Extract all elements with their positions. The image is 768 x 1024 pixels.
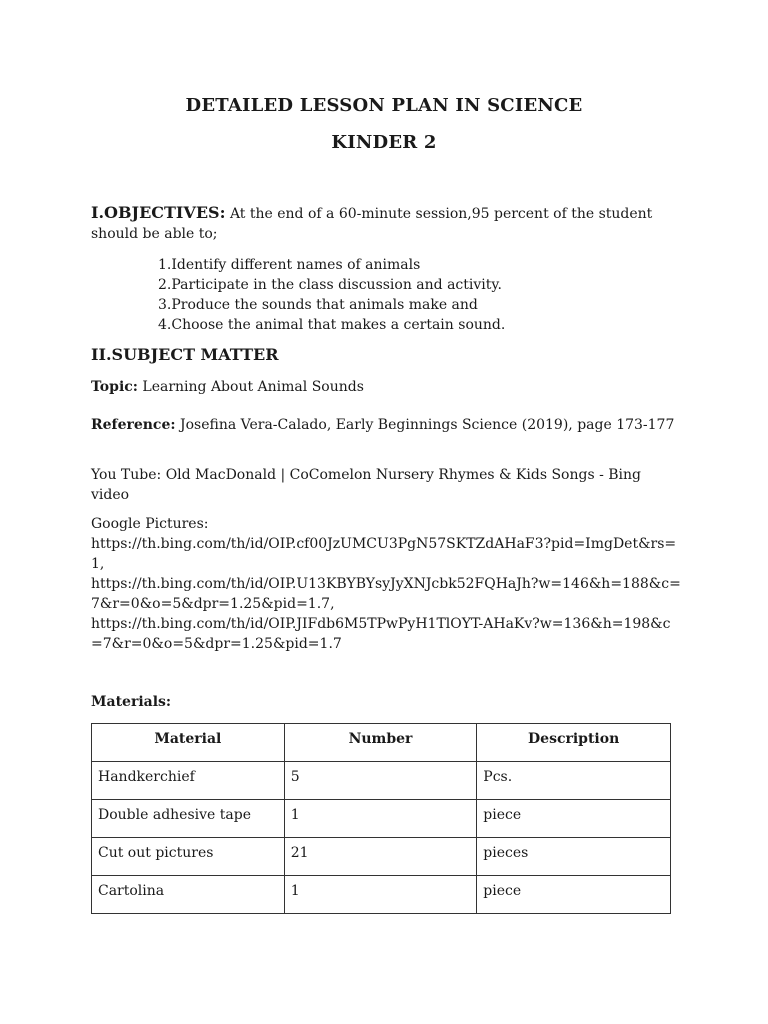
table-cell: 1: [284, 876, 477, 914]
objectives-intro: At the end of a 60-minute session,95 percent of the student should be able to;: [91, 206, 653, 242]
materials-table: [91, 723, 671, 914]
table-row: [92, 876, 671, 914]
topic-line: [91, 377, 681, 397]
reference-label: Reference:: [91, 417, 176, 433]
table-cell: piece: [477, 800, 671, 838]
table-cell: 21: [284, 838, 477, 876]
document-title: DETAILED LESSON PLAN IN SCIENCE: [185, 95, 583, 116]
column-header: Description: [477, 724, 671, 762]
google-pictures-block: [91, 514, 681, 654]
materials-label: Materials:: [91, 694, 172, 710]
objective-item: 1.Identify different names of animals: [158, 257, 421, 273]
table-cell: pieces: [477, 838, 671, 876]
google-link[interactable]: https://th.bing.com/th/id/OIP.cf00JzUMCU3PgN57SKTZdAHaF3?pid=ImgDet&rs=1,: [91, 536, 677, 572]
subject-matter-heading: II.SUBJECT MATTER: [91, 345, 279, 364]
reference-value: Josefina Vera-Calado, Early Beginnings Science (2019), page 173-177: [180, 417, 675, 433]
table-cell: Handkerchief: [92, 762, 285, 800]
table-cell: Pcs.: [477, 762, 671, 800]
google-link[interactable]: https://th.bing.com/th/id/OIP.U13KBYBYsyJyXNJcbk52FQHaJh?w=146&h=188&c=7&r=0&o=5&dpr=1.25&pid=1.7,: [91, 576, 681, 612]
objective-item: 2.Participate in the class discussion and activity.: [158, 277, 502, 293]
table-cell: piece: [477, 876, 671, 914]
grade-level-title: KINDER 2: [331, 132, 437, 153]
youtube-reference: You Tube: Old MacDonald | CoComelon Nursery Rhymes & Kids Songs - Bing video: [91, 467, 642, 503]
table-row: [92, 800, 671, 838]
objective-item: 4.Choose the animal that makes a certain sound.: [158, 317, 506, 333]
objectives-list: [158, 255, 505, 335]
topic-label: Topic:: [91, 379, 138, 395]
table-cell: 5: [284, 762, 477, 800]
column-header: Material: [92, 724, 285, 762]
google-pictures-label: Google Pictures:: [91, 516, 209, 532]
google-link[interactable]: https://th.bing.com/th/id/OIP.JIFdb6M5TPwPyH1TlOYT-AHaKv?w=136&h=198&c=7&r=0&o=5&dpr=1.25&pid=1.7: [91, 616, 671, 652]
column-header: Number: [284, 724, 477, 762]
reference-line: [91, 415, 681, 435]
table-row: [92, 762, 671, 800]
table-cell: Cartolina: [92, 876, 285, 914]
topic-value: Learning About Animal Sounds: [142, 379, 364, 395]
table-cell: 1: [284, 800, 477, 838]
table-header-row: [92, 724, 671, 762]
objective-item: 3.Produce the sounds that animals make and: [158, 297, 478, 313]
objectives-heading: I.OBJECTIVES:: [91, 203, 226, 222]
table-cell: Double adhesive tape: [92, 800, 285, 838]
objectives-paragraph: [91, 203, 681, 244]
table-cell: Cut out pictures: [92, 838, 285, 876]
table-row: [92, 838, 671, 876]
